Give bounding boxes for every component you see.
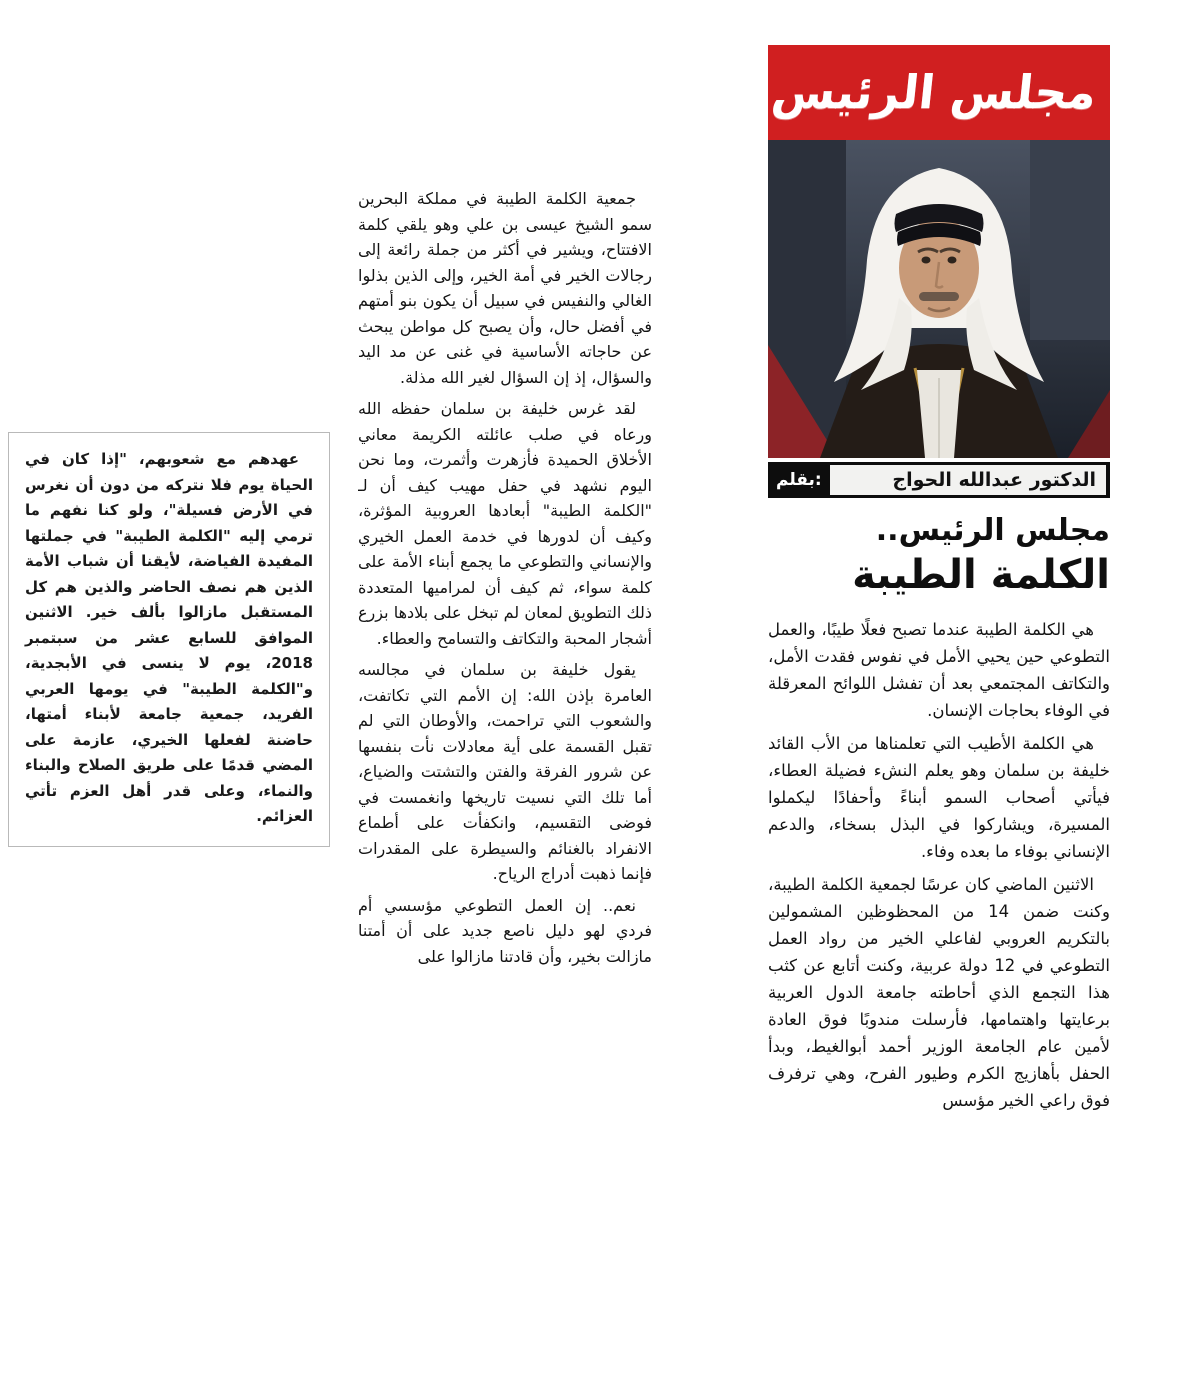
- article-paragraph: لقد غرس خليفة بن سلمان حفظه الله ورعاه في صلب عائلته الكريمة معاني الأخلاق الحميدة فأزهرت وأثمرت، وما نحن اليوم نشهد في حفل مهيب كيف أن لـ "الكلمة الطيبة" أبعادها العروبية المؤثرة، وكيف أن لدورها في خدمة العمل الخيري والإنساني والتطوعي ما يجمع أبناء الأمة على كلمة سواء، ثم كيف أن لمراميها المتعددة ذلك التطويق لمعان لم تبخل على بلادها بزرع أشجار المحبة والتكاتف والتسامح والعطاء.: [358, 399, 652, 648]
- article-paragraph: نعم.. إن العمل التطوعي مؤسسي أم فردي لهو دليل ناصع جديد على أن أمتنا مازالت بخير، وأن قادتنا مازالوا على: [358, 895, 652, 966]
- article-headline: [768, 512, 1110, 600]
- quote-text: عهدهم مع شعوبهم، "إذا كان في الحياة يوم فلا نتركه من دون أن نغرس في الأرض فسيلة"، ولو كنا نفهم ما ترمي إليه "الكلمة الطيبة" في جملتها المفيدة الفياضة، لأيقنا أن شباب الأمة الذين هم نصف الحاضر والذين هم كل المستقبل مازالوا بألف خير. الاثنين الموافق للسابع عشر من سبتمبر 2018، يوم لا ينسى في الأبجدية، و"الكلمة الطيبة" في يومها العربي الفريد، جمعية جامعة لأبناء أمتها، حاضنة لفعلها الخيري، عازمة على المضي قدمًا على طريق الصلاح والبناء والنماء، وعلى قدر أهل العزم تأتي العزائم.: [25, 450, 313, 825]
- article-paragraph: هي الكلمة الطيبة عندما تصبح فعلًا طيبًا، والعمل التطوعي حين يحيي الأمل في نفوس فقدت الأمل، والتكاتف المجتمعي بعد أن تفشل اللوائح المعرقلة في الوفاء بحاجات الإنسان.: [768, 620, 1110, 720]
- byline-label: بقلم:: [776, 470, 822, 490]
- headline-line1: مجلس الرئيس..: [875, 513, 1110, 548]
- banner-calligraphy-title: مجلس الرئيس: [769, 65, 1099, 119]
- byline-bar: [768, 462, 1110, 498]
- byline-author-name: الدكتور عبدالله الحواج: [830, 465, 1106, 495]
- article-paragraph: جمعية الكلمة الطيبة في مملكة البحرين سمو الشيخ عيسى بن علي وهو يلقي كلمة الافتتاح، ويشير في أكثر من جملة رائعة إلى رجالات الخير في أمة الخير، وإلى الذين بذلوا الغالي والنفيس في سبيل أن يكون بنو أمتهم في أفضل حال، وأن يصبح كل مواطن يبحث عن حاجاته الأساسية في غنى عن مد اليد والسؤال، إذ إن السؤال لغير الله مذلة.: [358, 189, 652, 387]
- article-body: [768, 616, 1110, 1316]
- article-paragraph: الاثنين الماضي كان عرسًا لجمعية الكلمة الطيبة، وكنت ضمن 14 من المحظوظين المشمولين بالتكريم العروبي لفاعلي الخير من رواد العمل التطوعي في 12 دولة عربية، وكنت أتابع عن كثب هذا التجمع الذي أحاطته جامعة الدول العربية برعايتها واهتمامها، فأرسلت مندوبًا فوق العادة لأمين عام الجامعة الوزير أحمد أبوالغيط، وبدأ الحفل بأهازيج الكرم وطيور الفرح، وهي ترفرف فوق راعي الخير مؤسس: [768, 875, 1110, 1110]
- right-column: [768, 45, 1110, 1316]
- portrait-illustration: [768, 140, 1110, 458]
- masthead-banner: [768, 45, 1110, 140]
- article-paragraph: هي الكلمة الأطيب التي تعلمناها من الأب القائد خليفة بن سلمان وهو يعلم النشء فضيلة العطاء، فيأتي أصحاب السمو أبناءً وأحفادًا ليكملوا المسيرة، ويشاركوا في البذل بسخاء، والدعم الإنساني بوفاء ما بعده وفاء.: [768, 734, 1110, 861]
- headline-line2: الكلمة الطيبة: [852, 552, 1110, 598]
- portrait-photo: [768, 140, 1110, 458]
- middle-column: [358, 186, 652, 1208]
- article-paragraph: يقول خليفة بن سلمان في مجالسه العامرة بإذن الله: إن الأمم التي تكاتفت، والشعوب التي تراحمت، والأوطان التي لم تقبل القسمة على أية معادلات نأت بنفسها عن شرور الفرقة والفتن والتشتت والضياع، أما تلك التي نسيت تاريخها وانغمست في فوضى التقسيم، وانكفأت على أطماع الانفراد بالغنائم والسيطرة على المقدرات فإنما ذهبت أدراج الرياح.: [358, 660, 652, 883]
- left-quote-box: [8, 432, 330, 847]
